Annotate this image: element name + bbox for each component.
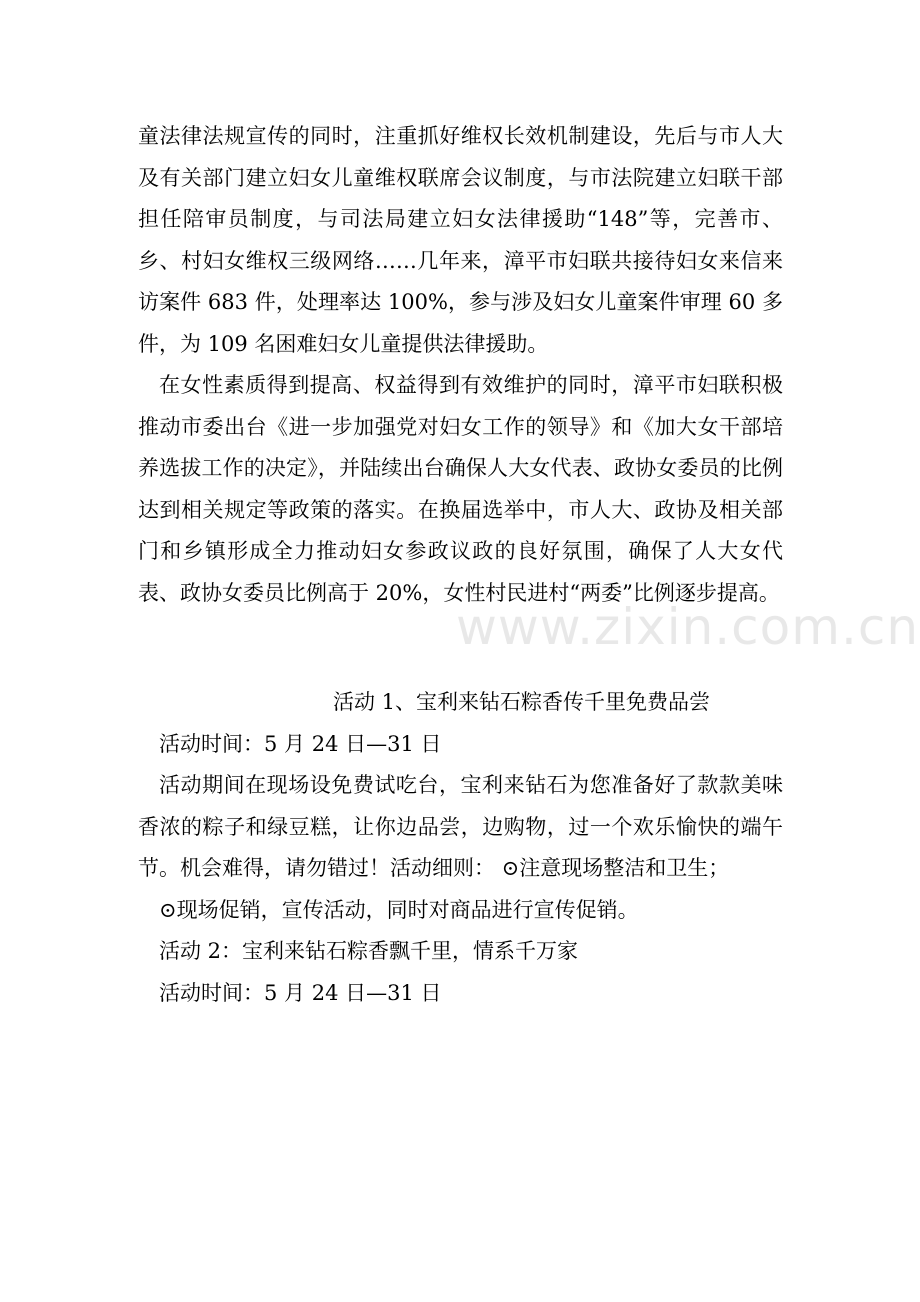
paragraph-women-participation: 在女性素质得到提高、权益得到有效维护的同时，漳平市妇联积极推动市委出台《进一步加强党对妇女工作的领导》和《加大女干部培养选拔工作的决定》，并陆续出台确保人大女代表、政协女委员的比例达到相关规定等政策的落实。在换届选举中，市人大、政协及相关部门和乡镇形成全力推动妇女参政议政的良好氛围，确保了人大女代表、政协女委员比例高于 20%，女性村民进村“两委”比例逐步提高。 (138, 373, 783, 605)
document-body (138, 116, 783, 1014)
activity-1-detail: ⊙现场促销，宣传活动，同时对商品进行宣传促销。 (159, 897, 639, 922)
activity-1-title: 活动 1、宝利来钻石粽香传千里免费品尝 (333, 690, 711, 714)
activity-1-description: 活动期间在现场设免费试吃台，宝利来钻石为您准备好了款款美味香浓的粽子和绿豆糕，让你边品尝，边购物，过一个欢乐愉快的端午节。机会难得，请勿错过！活动细则： ⊙注意现场整洁和卫生； (138, 773, 783, 880)
section-gap (138, 614, 783, 682)
activity-2-time: 活动时间：5 月 24 日—31 日 (159, 980, 442, 1005)
activity-2-title: 活动 2：宝利来钻石粽香飘千里，情系千万家 (159, 939, 579, 963)
watermark-logo: www.zixin.com.cn (456, 598, 920, 656)
activity-1-time: 活动时间：5 月 24 日—31 日 (159, 731, 442, 756)
paragraph-legal-rights: 童法律法规宣传的同时，注重抓好维权长效机制建设，先后与市人大及有关部门建立妇女儿童维权联席会议制度，与市法院建立妇联干部担任陪审员制度，与司法局建立妇女法律援助“148”等，完善市、乡、村妇女维权三级网络……几年来，漳平市妇联共接待妇女来信来访案件 683 件，处理率达 100%，参与涉及妇女儿童案件审理 60 多件，为 109 名困难妇女儿童提供法律援助。 (138, 124, 783, 356)
